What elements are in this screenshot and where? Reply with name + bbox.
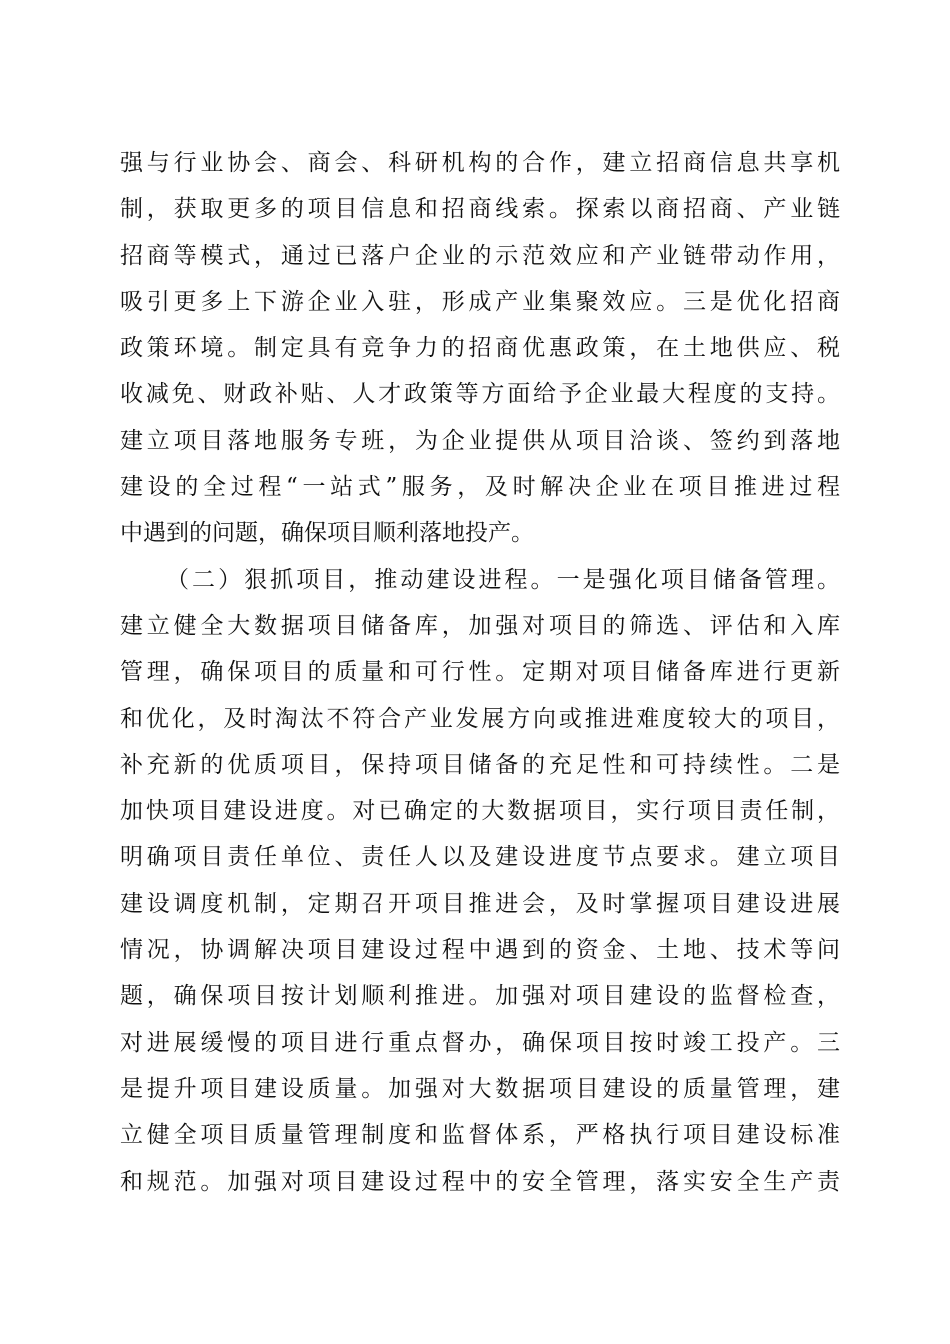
text-line-9: 中遇到的问题，确保项目顺利落地投产。 xyxy=(120,520,534,547)
text-line-12: 管理，确保项目的质量和可行性。定期对项目储备库进行更新 xyxy=(120,659,840,686)
text-line-18: 情况，协调解决项目建设过程中遇到的资金、土地、技术等问 xyxy=(120,937,840,964)
text-line-5: 政策环境。制定具有竞争力的招商优惠政策，在土地供应、税 xyxy=(120,335,840,362)
text-line-20: 对进展缓慢的项目进行重点督办，确保项目按时竣工投产。三 xyxy=(120,1029,840,1056)
body-text xyxy=(120,140,840,1205)
text-line-11: 建立健全大数据项目储备库，加强对项目的筛选、评估和入库 xyxy=(120,612,840,639)
text-line-7: 建立项目落地服务专班，为企业提供从项目洽谈、签约到落地 xyxy=(120,427,840,454)
section-heading-line: （二）狠抓项目，推动建设进程。一是强化项目储备管理。 xyxy=(166,566,840,593)
text-line-17: 建设调度机制，定期召开项目推进会，及时掌握项目建设进展 xyxy=(120,890,840,917)
text-line-8: 建设的全过程“一站式”服务，及时解决企业在项目推进过程 xyxy=(120,474,840,501)
text-line-16: 明确项目责任单位、责任人以及建设进度节点要求。建立项目 xyxy=(120,844,840,871)
text-line-6: 收减免、财政补贴、人才政策等方面给予企业最大程度的支持。 xyxy=(120,381,840,408)
text-line-19: 题，确保项目按计划顺利推进。加强对项目建设的监督检查， xyxy=(120,983,840,1010)
text-line-4: 吸引更多上下游企业入驻，形成产业集聚效应。三是优化招商 xyxy=(120,288,840,315)
text-line-1: 强与行业协会、商会、科研机构的合作，建立招商信息共享机 xyxy=(120,150,840,176)
text-line-22: 立健全项目质量管理制度和监督体系，严格执行项目建设标准 xyxy=(120,1122,840,1149)
text-line-3: 招商等模式，通过已落户企业的示范效应和产业链带动作用， xyxy=(120,242,840,269)
text-line-14: 补充新的优质项目，保持项目储备的充足性和可持续性。二是 xyxy=(120,751,840,778)
text-line-2: 制，获取更多的项目信息和招商线索。探索以商招商、产业链 xyxy=(120,196,840,223)
text-line-21: 是提升项目建设质量。加强对大数据项目建设的质量管理，建 xyxy=(120,1075,840,1102)
text-line-15: 加快项目建设进度。对已确定的大数据项目，实行项目责任制， xyxy=(120,798,840,825)
text-line-23: 和规范。加强对项目建设过程中的安全管理，落实安全生产责 xyxy=(120,1168,840,1195)
text-line-13: 和优化，及时淘汰不符合产业发展方向或推进难度较大的项目， xyxy=(120,705,840,732)
